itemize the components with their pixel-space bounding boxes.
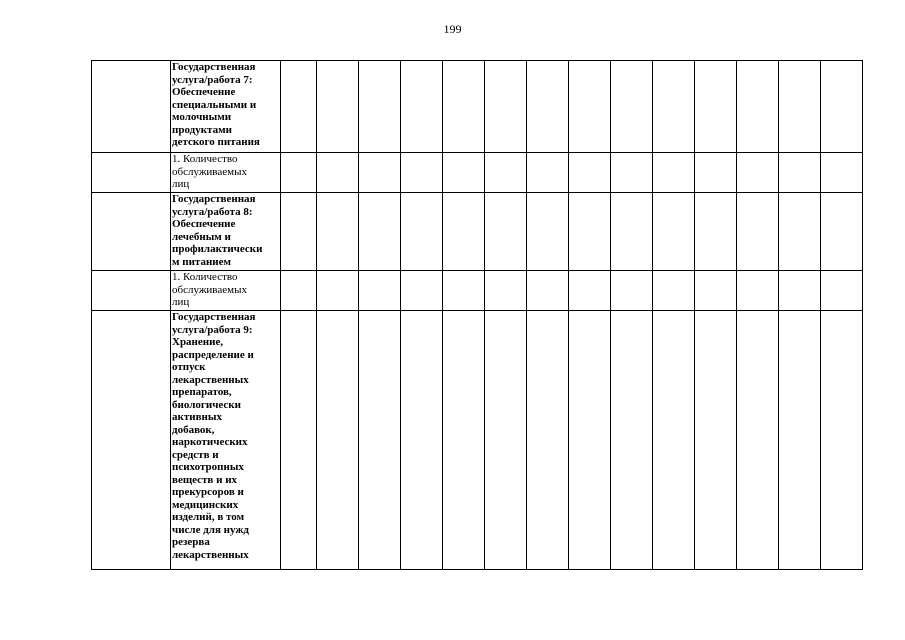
value-cell	[611, 153, 653, 193]
value-cell	[359, 61, 401, 153]
value-cell	[443, 153, 485, 193]
code-cell	[92, 61, 171, 153]
value-cell	[653, 311, 695, 570]
value-cell	[737, 193, 779, 271]
value-cell	[527, 311, 569, 570]
value-cell	[779, 61, 821, 153]
value-cell	[401, 61, 443, 153]
value-cell	[527, 61, 569, 153]
value-cell	[401, 193, 443, 271]
indicator-label: 1. Количество обслуживаемых лиц	[172, 153, 247, 190]
value-cell	[569, 153, 611, 193]
service-heading-row	[92, 61, 863, 153]
value-cell	[653, 271, 695, 311]
value-cell	[527, 271, 569, 311]
value-cell	[821, 61, 863, 153]
value-cell	[821, 153, 863, 193]
value-cell	[281, 271, 317, 311]
value-cell	[443, 61, 485, 153]
value-cell	[611, 193, 653, 271]
value-cell	[569, 271, 611, 311]
code-cell	[92, 311, 171, 570]
service-title: Государственная услуга/работа 8: Обеспечение лечебным и профилактически м питанием	[172, 193, 263, 268]
value-cell	[443, 193, 485, 271]
value-cell	[779, 193, 821, 271]
value-cell	[569, 193, 611, 271]
value-cell	[317, 193, 359, 271]
value-cell	[737, 311, 779, 570]
service-heading-row	[92, 311, 863, 570]
indicator-row	[92, 153, 863, 193]
service-heading-row	[92, 193, 863, 271]
value-cell	[821, 271, 863, 311]
value-cell	[401, 311, 443, 570]
value-cell	[653, 153, 695, 193]
indicator-row	[92, 271, 863, 311]
service-title: Государственная услуга/работа 7: Обеспечение специальными и молочными продуктами детского питания	[172, 61, 260, 148]
value-cell	[653, 193, 695, 271]
code-cell	[92, 193, 171, 271]
value-cell	[443, 311, 485, 570]
value-cell	[653, 61, 695, 153]
table-body	[92, 61, 863, 570]
value-cell	[737, 153, 779, 193]
value-cell	[281, 153, 317, 193]
page-number: 199	[443, 22, 462, 36]
value-cell	[485, 271, 527, 311]
value-cell	[779, 271, 821, 311]
value-cell	[779, 311, 821, 570]
service-name-cell	[171, 311, 281, 570]
value-cell	[401, 153, 443, 193]
indicator-name-cell	[171, 153, 281, 193]
value-cell	[611, 271, 653, 311]
value-cell	[359, 153, 401, 193]
value-cell	[821, 311, 863, 570]
value-cell	[281, 311, 317, 570]
service-name-cell	[171, 61, 281, 153]
value-cell	[695, 311, 737, 570]
value-cell	[821, 193, 863, 271]
value-cell	[611, 61, 653, 153]
value-cell	[317, 153, 359, 193]
code-cell	[92, 271, 171, 311]
value-cell	[317, 311, 359, 570]
indicator-name-cell	[171, 271, 281, 311]
value-cell	[317, 61, 359, 153]
value-cell	[527, 193, 569, 271]
value-cell	[695, 271, 737, 311]
value-cell	[485, 311, 527, 570]
value-cell	[359, 193, 401, 271]
value-cell	[569, 61, 611, 153]
value-cell	[527, 153, 569, 193]
indicator-label: 1. Количество обслуживаемых лиц	[172, 271, 247, 308]
value-cell	[401, 271, 443, 311]
value-cell	[695, 153, 737, 193]
value-cell	[443, 271, 485, 311]
value-cell	[695, 193, 737, 271]
value-cell	[737, 271, 779, 311]
value-cell	[695, 61, 737, 153]
value-cell	[737, 61, 779, 153]
value-cell	[485, 193, 527, 271]
value-cell	[281, 61, 317, 153]
value-cell	[317, 271, 359, 311]
value-cell	[359, 311, 401, 570]
code-cell	[92, 153, 171, 193]
value-cell	[611, 311, 653, 570]
value-cell	[485, 153, 527, 193]
value-cell	[485, 61, 527, 153]
value-cell	[359, 271, 401, 311]
service-title: Государственная услуга/работа 9: Хранение, распределение и отпуск лекарственных препаратов, биологически активных добавок, наркотических средств и психотропных веществ и их прекурсоров и медицинских изделий, в том числе для нужд резерва лекарственных	[172, 311, 256, 561]
value-cell	[779, 153, 821, 193]
service-name-cell	[171, 193, 281, 271]
data-table	[91, 60, 863, 570]
value-cell	[281, 193, 317, 271]
value-cell	[569, 311, 611, 570]
